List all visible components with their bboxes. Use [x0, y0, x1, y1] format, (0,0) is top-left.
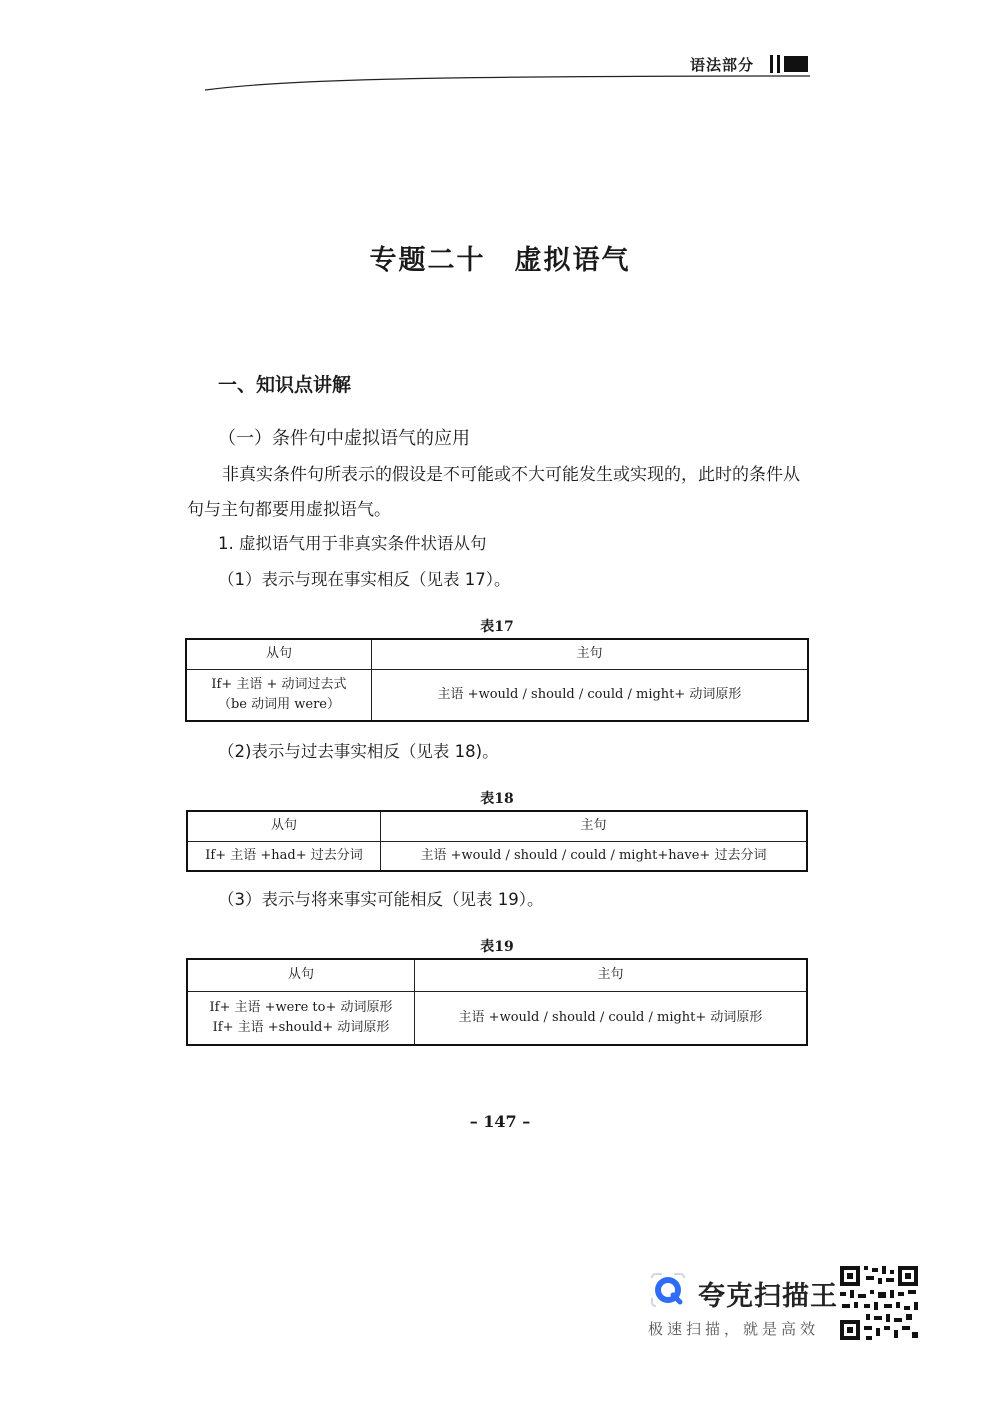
table19-main-cell: 主语 +would / should / could / might+ 动词原形: [415, 991, 808, 1045]
table18-header-main: 主句: [381, 811, 808, 841]
table18-main-cell: 主语 +would / should / could / might+have+ 过去分词: [381, 841, 808, 871]
section-heading: 一、知识点讲解: [218, 374, 352, 396]
table18-caption: 表18: [480, 791, 514, 807]
table18-clause-cell: If+ 主语 +had+ 过去分词: [187, 841, 381, 871]
table19-header-clause: 从句: [187, 959, 415, 991]
table19-header-main: 主句: [415, 959, 808, 991]
table18: [186, 810, 808, 872]
intro-paragraph: 非真实条件句所表示的假设是不可能或不大可能发生或实现的，此时的条件从句与主句都要用虚拟语气。: [187, 465, 800, 520]
table19-caption: 表19: [480, 939, 514, 955]
table17-main-cell: 主语 +would / should / could / might+ 动词原形: [372, 669, 809, 721]
table17-clause-line2: （be 动词用 were）: [217, 696, 340, 712]
table17: [185, 638, 809, 722]
point-future: （3）表示与将来事实可能相反（见表 19）。: [218, 890, 544, 909]
page-title: 专题二十 虚拟语气: [369, 245, 631, 276]
quark-logo-icon: [646, 1268, 690, 1312]
table19-clause-line1: If+ 主语 +were to+ 动词原形: [209, 999, 393, 1015]
table18-header-clause: 从句: [187, 811, 381, 841]
table17-header-main: 主句: [372, 639, 809, 669]
running-header: 语法部分: [690, 56, 755, 74]
table17-header-clause: 从句: [186, 639, 372, 669]
item-heading: 1. 虚拟语气用于非真实条件状语从句: [218, 534, 487, 553]
header-rule: [205, 74, 810, 92]
page-number: – 147 –: [469, 1112, 531, 1131]
table17-caption: 表17: [480, 619, 514, 635]
table17-clause-cell: [186, 669, 372, 721]
table19-clause-cell: [187, 991, 415, 1045]
table19-clause-line2: If+ 主语 +should+ 动词原形: [212, 1019, 390, 1035]
point-present: （1）表示与现在事实相反（见表 17）。: [218, 570, 511, 589]
table17-clause-line1: If+ 主语 + 动词过去式: [211, 676, 347, 692]
subsection-heading: （一）条件句中虚拟语气的应用: [218, 428, 470, 449]
qr-code-icon: [838, 1264, 920, 1342]
table19: [186, 958, 808, 1046]
header-bars-decoration: [770, 55, 810, 73]
watermark-app-name: 夸克扫描王: [698, 1281, 838, 1312]
point-past: （2)表示与过去事实相反（见表 18)。: [218, 742, 499, 761]
watermark-slogan: 极速扫描，就是高效: [648, 1320, 820, 1338]
